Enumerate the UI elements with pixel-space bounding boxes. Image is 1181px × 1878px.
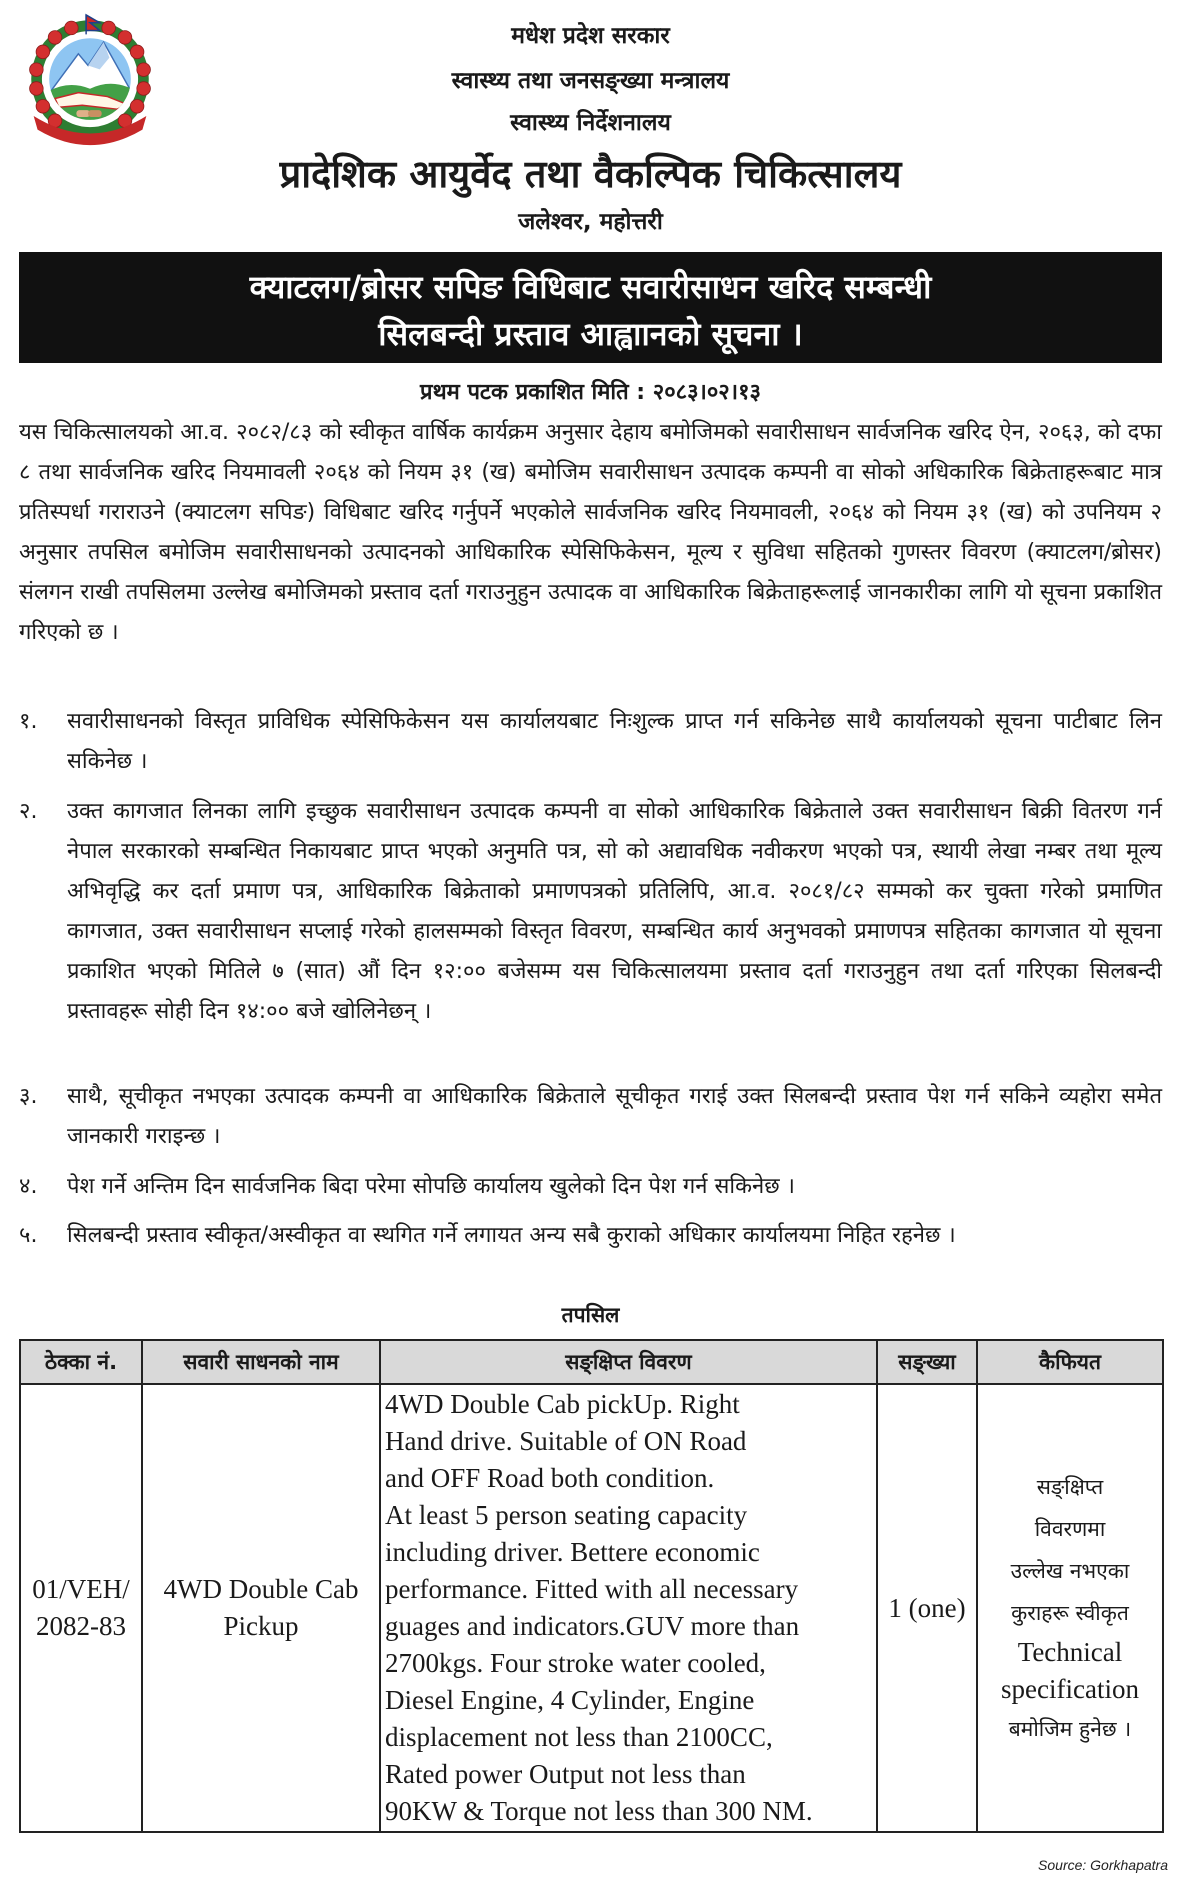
remarks-line: कुराहरू स्वीकृत bbox=[1011, 1601, 1129, 1625]
item-text: उक्त कागजात लिनका लागि इच्छुक सवारीसाधन उत्पादक कम्पनी वा सोको आधिकारिक बिक्रेताले उक्त सवारीसाधन बिक्री वितरण गर्न नेपाल सरकारको सम्बन्धित निकायबाट प्राप्त भएको अनुमति पत्र, सो को अद्यावधिक नवीकरण भएको पत्र, स्थायी लेखा नम्बर तथा मूल्य अभिवृद्धि कर दर्ता प्रमाण पत्र, आधिकारिक बिक्रेताको प्रमाणपत्रको प्रतिलिपि, आ.व. २०८१/८२ सम्मको कर चुक्ता गरेको प्रमाणित कागजात, उक्त सवारीसाधन सप्लाई गरेको हालसम्मको विस्तृत विवरण, सम्बन्धित कार्य अनुभवको प्रमाणपत्र सहितका कागजात यो सूचना प्रकाशित भएको मितिले ७ (सात) औं दिन १२:०० बजेसम्म यस चिकित्सालयमा प्रस्ताव दर्ता गराउनुहुन तथा दर्ता गरिएका सिलबन्दी प्रस्तावहरू सोही दिन १४:०० बजे खोलिनेछन् । bbox=[67, 799, 1162, 1024]
description-line: Diesel Engine, 4 Cylinder, Engine bbox=[385, 1685, 755, 1715]
remarks-line: विवरणमा bbox=[1034, 1517, 1106, 1541]
item-text: पेश गर्ने अन्तिम दिन सार्वजनिक बिदा परेमा सोपछि कार्यालय खुलेको दिन पेश गर्न सकिनेछ । bbox=[67, 1174, 795, 1199]
intro-paragraph: यस चिकित्सालयको आ.व. २०८२/८३ को स्वीकृत वार्षिक कार्यक्रम अनुसार देहाय बमोजिमको सवारीसाधन सार्वजनिक खरिद ऐन, २०६३, को दफा ८ तथा सार्वजनिक खरिद नियमावली २०६४ को नियम ३१ (ख) बमोजिम सवारीसाधन उत्पादक कम्पनी वा सोको अधिकारिक बिक्रेताहरूबाट मात्र प्रतिस्पर्धा गराराउने (क्याटलग सपिङ) विधिबाट खरिद गर्नुपर्ने भएकोले सार्वजनिक खरिद नियमावली, २०६४ को नियम ३१ (ख) को उपनियम २ अनुसार तपसिल बमोजिम सवारीसाधनको उत्पादनको आधिकारिक स्पेसिफिकेसन, मूल्य र सुविधा सहितको गुणस्तर विवरण (क्याटलग/ब्रोसर) संलगन राखी तपसिलमा उल्लेख बमोजिमको प्रस्ताव दर्ता गराउनुहुन उत्पादक वा आधिकारिक बिक्रेताहरूलाई जानकारीका लागि यो सूचना प्रकाशित गरिएको छ । bbox=[19, 420, 1162, 645]
col-header-remarks: कैफियत bbox=[977, 1340, 1163, 1384]
remarks-line: सङ्क्षिप्त bbox=[1036, 1475, 1104, 1499]
source-credit: Source: Gorkhapatra bbox=[1038, 1857, 1168, 1873]
ministry-name: स्वास्थ्य तथा जनसङ्ख्या मन्त्रालय bbox=[451, 68, 730, 94]
col-header-contract-no: ठेक्का नं. bbox=[20, 1340, 142, 1384]
description-line: and OFF Road both condition. bbox=[385, 1463, 715, 1493]
remarks-line: specification bbox=[1001, 1674, 1139, 1704]
item-text: साथै, सूचीकृत नभएका उत्पादक कम्पनी वा आधिकारिक बिक्रेताले सूचीकृत गराई उक्त सिलबन्दी प्रस्ताव पेश गर्न सकिने व्यहोरा समेत जानकारी गराइन्छ । bbox=[67, 1084, 1162, 1149]
remarks-line: Technical bbox=[1017, 1637, 1123, 1667]
notice-title-line-2: सिलबन्दी प्रस्ताव आह्वाानको सूचना । bbox=[378, 315, 803, 353]
description-line: Hand drive. Suitable of ON Road bbox=[385, 1426, 747, 1456]
table-header-row bbox=[20, 1340, 1163, 1384]
remarks-line: बमोजिम हुनेछ । bbox=[1008, 1717, 1132, 1741]
description-line: displacement not less than 2100CC, bbox=[385, 1722, 773, 1752]
col-header-vehicle-name: सवारी साधनको नाम bbox=[142, 1340, 380, 1384]
item-number: १. bbox=[19, 709, 38, 734]
description-line: guages and indicators.GUV more than bbox=[385, 1611, 800, 1641]
remarks-line: उल्लेख नभएका bbox=[1010, 1559, 1130, 1583]
description-line: 4WD Double Cab pickUp. Right bbox=[385, 1389, 740, 1419]
contract-no-line: 01/VEH/ bbox=[32, 1574, 130, 1604]
remarks-cell bbox=[977, 1384, 1163, 1832]
schedule-table bbox=[19, 1339, 1164, 1833]
col-header-description: सङ्क्षिप्त विवरण bbox=[380, 1340, 877, 1384]
description-cell bbox=[380, 1384, 877, 1832]
schedule-title: तपसिल bbox=[561, 1303, 620, 1327]
description-line: 90KW & Torque not less than 300 NM. bbox=[385, 1796, 813, 1826]
contract-no-cell bbox=[20, 1384, 142, 1832]
item-number: २. bbox=[19, 799, 38, 824]
item-number: ४. bbox=[19, 1174, 38, 1199]
notice-title-banner bbox=[19, 252, 1162, 363]
contract-no-line: 2082-83 bbox=[36, 1611, 126, 1641]
item-text: सिलबन्दी प्रस्ताव स्वीकृत/अस्वीकृत वा स्थगित गर्ने लगायत अन्य सबै कुराको अधिकार कार्यालयमा निहित रहनेछ । bbox=[67, 1223, 956, 1248]
publish-date: प्रथम पटक प्रकाशित मिति : २०८३।०२।१३ bbox=[420, 380, 761, 405]
quantity-cell: 1 (one) bbox=[877, 1384, 977, 1832]
office-location: जलेश्वर, महोत्तरी bbox=[518, 209, 663, 235]
government-name: मधेश प्रदेश सरकार bbox=[511, 23, 670, 49]
notice-item-2 bbox=[19, 792, 1162, 1032]
office-name: प्रादेशिक आयुर्वेद तथा वैकल्पिक चिकित्सालय bbox=[279, 152, 902, 196]
notice-item-1 bbox=[19, 702, 1162, 782]
description-line: including driver. Bettere economic bbox=[385, 1537, 760, 1567]
description-line: 2700kgs. Four stroke water cooled, bbox=[385, 1648, 766, 1678]
item-number: ३. bbox=[19, 1084, 38, 1109]
notice-title-line-1: क्याटलग/ब्रोसर सपिङ विधिबाट सवारीसाधन खरिद सम्बन्धी bbox=[249, 268, 932, 306]
notice-item-5 bbox=[19, 1216, 1162, 1256]
notice-item-4 bbox=[19, 1167, 1162, 1207]
description-line: performance. Fitted with all necessary bbox=[385, 1574, 799, 1604]
table-row bbox=[20, 1384, 1163, 1832]
vehicle-name-cell: 4WD Double Cab Pickup bbox=[142, 1384, 380, 1832]
item-text: सवारीसाधनको विस्तृत प्राविधिक स्पेसिफिकेसन यस कार्यालयबाट निःशुल्क प्राप्त गर्न सकिनेछ साथै कार्यालयको सूचना पाटीबाट लिन सकिनेछ । bbox=[67, 709, 1162, 774]
col-header-quantity: सङ्ख्या bbox=[877, 1340, 977, 1384]
description-line: Rated power Output not less than bbox=[385, 1759, 746, 1789]
item-number: ५. bbox=[19, 1223, 38, 1248]
notice-item-3 bbox=[19, 1077, 1162, 1157]
description-line: At least 5 person seating capacity bbox=[385, 1500, 748, 1530]
directorate-name: स्वास्थ्य निर्देशनालय bbox=[510, 110, 671, 136]
